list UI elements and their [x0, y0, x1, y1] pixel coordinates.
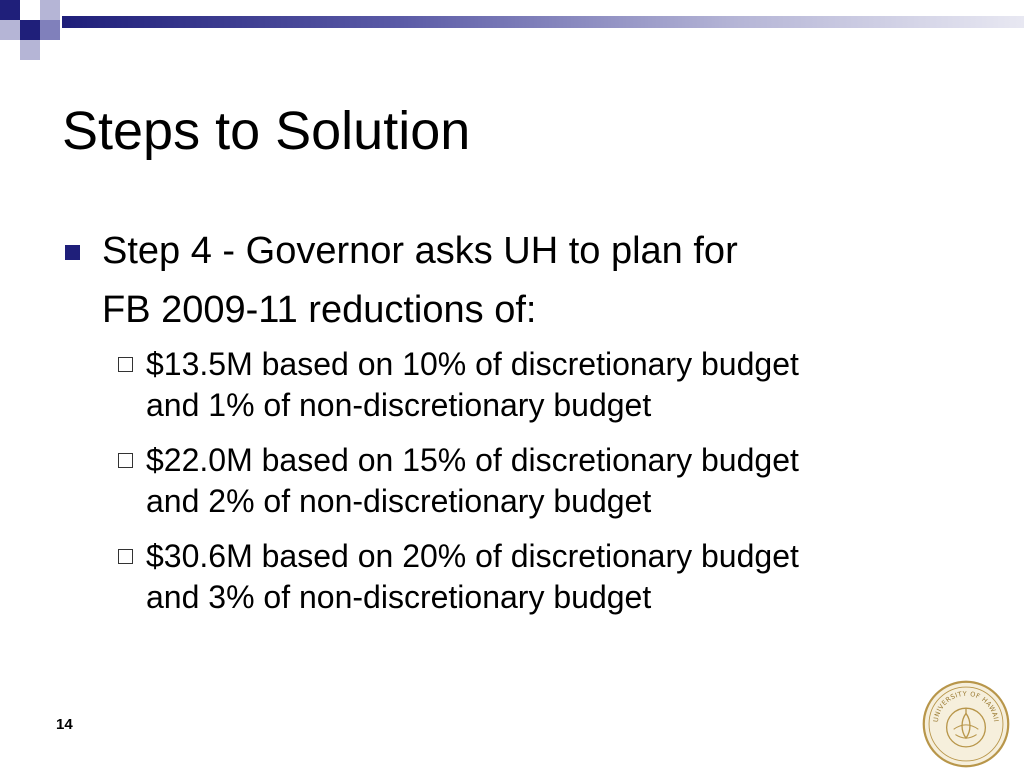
university-seal-icon: [922, 680, 1010, 768]
sub-bullet-line-2: and 3% of non-discretionary budget: [146, 579, 652, 615]
sub-bullet-line-1: $30.6M based on 20% of discretionary budget: [146, 538, 799, 574]
corner-square-light: [40, 0, 60, 20]
sub-bullet: [62, 536, 1002, 618]
slide-content: [62, 222, 1002, 632]
seal-text: UNIVERSITY OF HAWAII: [931, 689, 1001, 723]
sub-bullet-line-1: $13.5M based on 10% of discretionary budget: [146, 346, 799, 382]
corner-square-mid: [40, 20, 60, 40]
main-bullet-line-1: Step 4 - Governor asks UH to plan for: [102, 230, 738, 272]
corner-square-white: [20, 0, 40, 20]
corner-square-light: [0, 20, 20, 40]
hollow-square-bullet-icon: [118, 549, 133, 564]
sub-bullet-list: [62, 344, 1002, 618]
sub-bullet-line-1: $22.0M based on 15% of discretionary budget: [146, 442, 799, 478]
hollow-square-bullet-icon: [118, 453, 133, 468]
sub-bullet-line-2: and 1% of non-discretionary budget: [146, 387, 652, 423]
main-bullet-line-2: FB 2009-11 reductions of:: [102, 289, 537, 331]
sub-bullet-line-2: and 2% of non-discretionary budget: [146, 483, 652, 519]
hollow-square-bullet-icon: [118, 357, 133, 372]
corner-square-light: [20, 40, 40, 60]
sub-bullet: [62, 344, 1002, 426]
page-number: 14: [56, 716, 73, 733]
corner-square-dark: [0, 0, 20, 20]
header-gradient-bar: [62, 16, 1024, 28]
slide-title: Steps to Solution: [62, 101, 471, 161]
sub-bullet: [62, 440, 1002, 522]
main-bullet: [62, 222, 1002, 340]
corner-squares-decoration: [0, 0, 80, 64]
corner-square-dark: [20, 20, 40, 40]
square-bullet-icon: [65, 245, 80, 260]
